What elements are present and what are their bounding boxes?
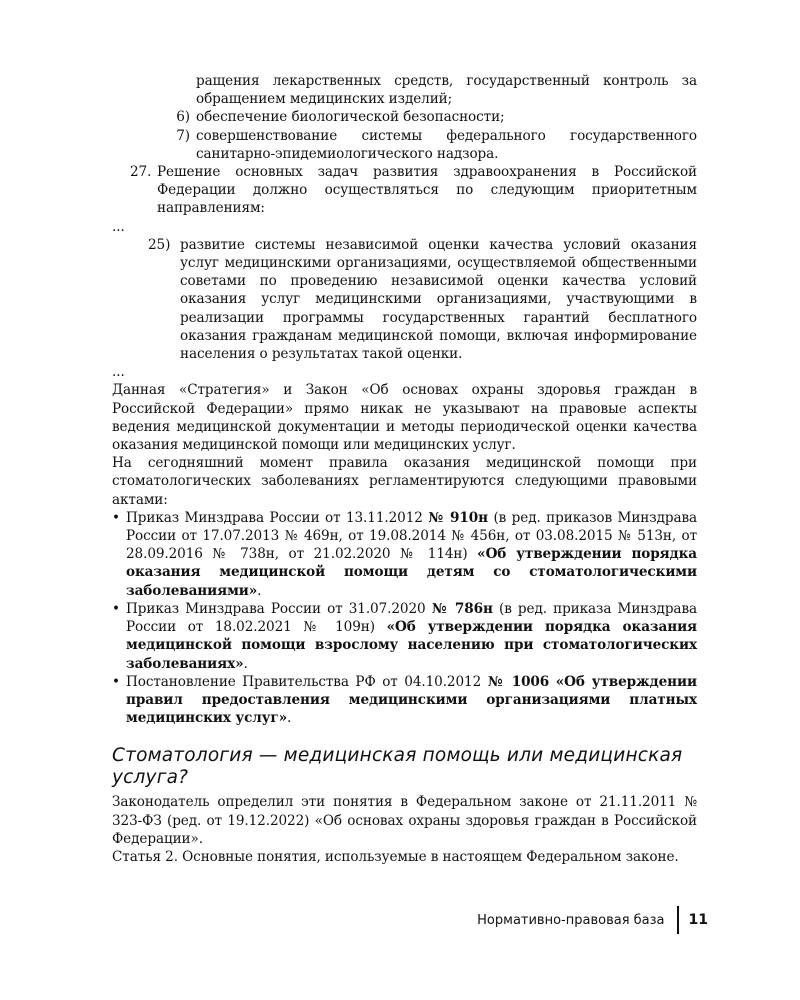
list-continuation: ращения лекарственных средств, государственный контроль за обращением медицинских изделий; bbox=[196, 73, 697, 108]
clause-text: развитие системы независимой оценки качества условий оказания услуг медицинскими организациями, осуществляемой общественными советами по проведению независимой оценки качества условий оказания услуг медицинскими организациями, участвующими в реализации программы государственных гарантий бесплатного оказания гражданам медицинской помощи, включая информирование населения о результатах такой оценки. bbox=[180, 236, 697, 363]
bullet-icon: • bbox=[112, 509, 120, 526]
page-body bbox=[112, 72, 697, 866]
list-item-number: 7) bbox=[176, 127, 190, 144]
paragraph: Данная «Стратегия» и Закон «Об основах охраны здоровья граждан в Российской Федерации» прямо никак не указывают на правовые аспекты ведения медицинской документации и методы периодической оценки качества оказания медицинской помощи или медицинских услуг. bbox=[112, 382, 697, 454]
section-heading: Стоматология — медицинская помощь или медицинская услуга? bbox=[112, 745, 683, 789]
bullet-icon: • bbox=[112, 600, 120, 617]
footer-divider bbox=[677, 906, 679, 934]
page-number: 11 bbox=[688, 912, 708, 928]
clause-25 bbox=[112, 236, 697, 363]
clause-number: 25) bbox=[148, 236, 171, 253]
list-item-text: обеспечение биологической безопасности; bbox=[196, 109, 505, 126]
paragraph: Законодатель определил эти понятия в Федеральном законе от 21.11.2011 № 323-ФЗ (ред. от 19.12.2022) «Об основах охраны здоровья граждан в Российской Федерации». bbox=[112, 794, 697, 847]
list-item: • Постановление Правительства РФ от 04.10.2012 № 1006 «Об утверждении правил предоставления медицинскими организациями платных медицинских услуг». bbox=[112, 673, 697, 727]
ellipsis: ... bbox=[112, 218, 125, 235]
list-item: • Приказ Минздрава России от 13.11.2012 № 910н (в ред. приказов Минздрава России от 17.07.2013 № 469н, от 19.08.2014 № 456н, от 03.08.2015 № 513н, от 28.09.2016 № 738н, от 21.02.2020 № 114н) «Об утверждении порядка оказания медицинской помощи детям со стоматологическими заболеваниями». bbox=[112, 509, 698, 599]
list-item-number: 6) bbox=[176, 109, 190, 126]
clause-number: 27. bbox=[130, 164, 152, 181]
list-item: • Приказ Минздрава России от 31.07.2020 № 786н (в ред. приказа Минздрава России от 18.02.2021 № 109н) «Об утверждении порядка оказания медицинской помощи взрослому населению при стоматологических заболеваниях». bbox=[112, 600, 697, 672]
paragraph: Статья 2. Основные понятия, используемые в настоящем Федеральном законе. bbox=[112, 848, 679, 865]
list-item-7 bbox=[112, 127, 697, 163]
running-footer-title: Нормативно-правовая база bbox=[477, 912, 665, 928]
list-item-6 bbox=[112, 108, 697, 126]
bullet-icon: • bbox=[112, 673, 120, 690]
clause-27 bbox=[112, 163, 697, 218]
clause-text: Решение основных задач развития здравоохранения в Российской Федерации должно осуществляться по следующим приоритетным направлениям: bbox=[157, 164, 697, 217]
page-footer bbox=[477, 906, 708, 934]
ellipsis: ... bbox=[112, 364, 125, 381]
paragraph: На сегодняшний момент правила оказания медицинской помощи при стоматологических заболеваниях регламентируются следующими правовыми актами: bbox=[112, 455, 697, 508]
list-item-text: совершенствование системы федерального государственного санитарно-эпидемиологического надзора. bbox=[196, 127, 697, 162]
